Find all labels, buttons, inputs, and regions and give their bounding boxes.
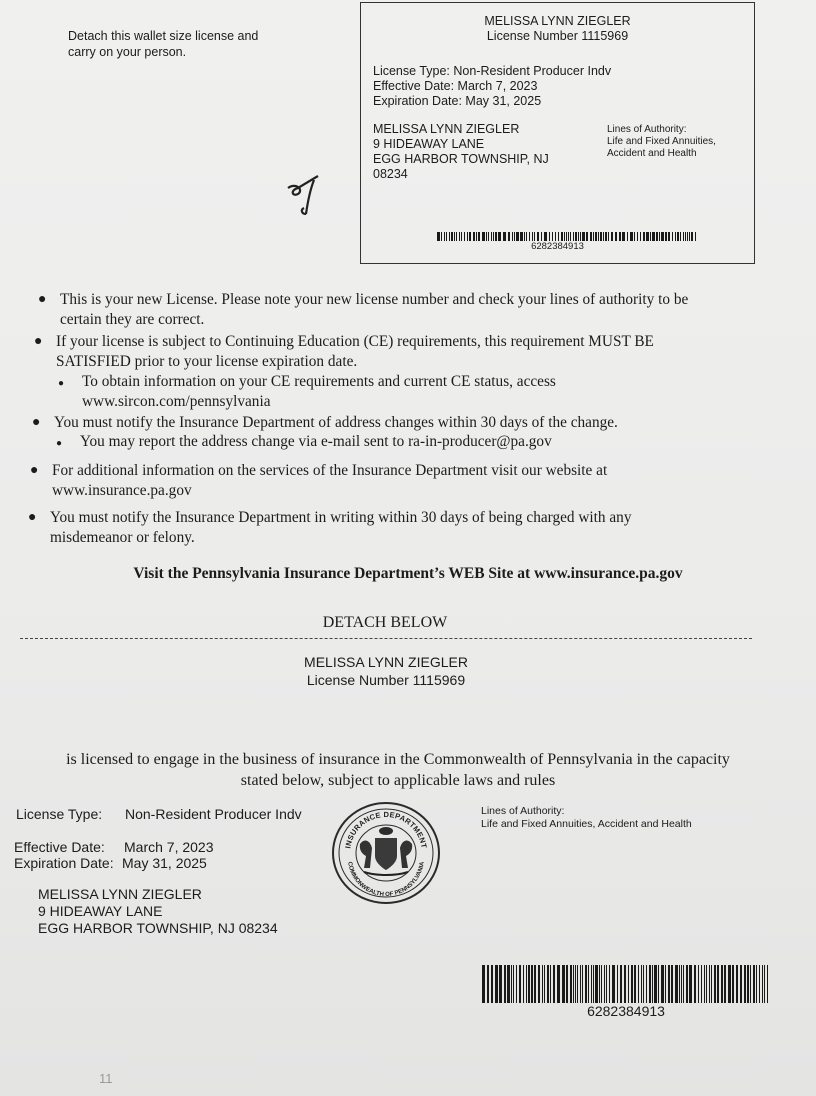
barcode-bar <box>728 965 731 1003</box>
barcode-bar <box>750 965 751 1003</box>
wallet-expiration-date: Expiration Date: May 31, 2025 <box>373 94 542 108</box>
barcode-bar <box>473 232 475 241</box>
barcode-bar <box>694 965 696 1003</box>
barcode-bar <box>449 232 450 241</box>
cert-license-type-label: License Type: <box>16 806 103 822</box>
barcode-bar <box>570 965 572 1003</box>
barcode-bar <box>478 232 480 241</box>
barcode-bar <box>744 965 746 1003</box>
barcode-bar <box>538 965 540 1003</box>
barcode-bar <box>689 965 692 1003</box>
barcode-bar <box>689 232 690 241</box>
barcode-bar <box>495 965 498 1003</box>
barcode-bar <box>444 232 445 241</box>
barcode-bar <box>566 232 567 241</box>
barcode-bar <box>507 965 510 1003</box>
barcode-bar <box>558 232 559 241</box>
cert-statement-line2: stated below, subject to applicable laws and rules <box>240 772 556 789</box>
barcode-bar <box>547 965 549 1003</box>
barcode-bar <box>582 965 583 1003</box>
barcode-bar <box>495 232 497 241</box>
cert-loa-label: Lines of Authority: <box>481 805 565 817</box>
cert-loa-value: Life and Fixed Annuities, Accident and Health <box>481 818 692 830</box>
barcode-bar <box>578 232 579 241</box>
barcode-bar <box>512 232 513 241</box>
notice-5-line1: You must notify the Insurance Department in writing within 30 days of being charged with any <box>50 509 632 526</box>
barcode-bar <box>553 965 555 1003</box>
barcode-bar <box>619 232 621 241</box>
cert-barcode-number: 6282384913 <box>587 1003 665 1019</box>
notice-4-line2: www.insurance.pa.gov <box>52 482 192 499</box>
barcode-bar <box>593 965 594 1003</box>
barcode-bar <box>680 232 681 241</box>
barcode-bar <box>637 232 638 241</box>
barcode-bar <box>446 232 447 241</box>
barcode-bar <box>709 965 710 1003</box>
barcode-bar <box>668 232 670 241</box>
barcode-bar <box>593 232 594 241</box>
wallet-license-type: License Type: Non-Resident Producer Indv <box>373 64 612 78</box>
detach-label: DETACH BELOW <box>322 614 448 631</box>
barcode-bar <box>595 965 598 1003</box>
barcode-bar <box>603 232 604 241</box>
notice-3-line1: You must notify the Insurance Department of address changes within 30 days of the change. <box>54 414 618 431</box>
barcode-bar <box>599 965 600 1003</box>
cert-expiration-label: Expiration Date: <box>14 855 114 871</box>
wallet-barcode <box>437 232 699 241</box>
cert-address-city: EGG HARBOR TOWNSHIP, NJ 08234 <box>38 920 278 936</box>
barcode-bar <box>482 232 485 241</box>
barcode-bar <box>575 232 577 241</box>
wallet-barcode-number: 6282384913 <box>531 241 584 252</box>
wallet-loa-label: Lines of Authority: <box>607 124 687 135</box>
barcode-bar <box>675 232 676 241</box>
barcode-bar <box>469 232 471 241</box>
barcode-bar <box>461 232 462 241</box>
wallet-instruction-line1: Detach this wallet size license and <box>68 29 259 43</box>
barcode-bar <box>601 965 602 1003</box>
notice-3-sub-line1: You may report the address change via e-mail sent to ra-in-producer@pa.gov <box>80 433 552 450</box>
svg-text:INSURANCE DEPARTMENT: INSURANCE DEPARTMENT <box>343 809 429 850</box>
barcode-bar <box>557 965 560 1003</box>
barcode-bar <box>747 965 749 1003</box>
notice-2-sub-line1: To obtain information on your CE requirements and current CE status, access <box>82 373 556 390</box>
cert-statement-line1: is licensed to engage in the business of insurance in the Commonwealth of Pennsylvania in the capacity <box>66 751 730 768</box>
notice-5-line2: misdemeanor or felony. <box>50 529 195 546</box>
wallet-address-zip: 08234 <box>373 167 408 181</box>
cert-barcode <box>482 965 770 1003</box>
barcode-bar <box>504 965 506 1003</box>
barcode-bar <box>634 232 635 241</box>
barcode-bar <box>675 965 678 1003</box>
barcode-bar <box>740 965 742 1003</box>
barcode-bar <box>764 965 765 1003</box>
barcode-bar <box>534 965 536 1003</box>
cert-license-type-value: Non-Resident Producer Indv <box>125 806 302 822</box>
barcode-bar <box>643 965 644 1003</box>
barcode-bar <box>691 232 693 241</box>
barcode-bar <box>459 232 460 241</box>
barcode-bar <box>649 965 651 1003</box>
barcode-bar <box>582 232 585 241</box>
barcode-bar <box>679 965 680 1003</box>
barcode-bar <box>552 232 553 241</box>
department-seal <box>330 800 442 906</box>
barcode-bar <box>534 232 535 241</box>
barcode-bar <box>654 965 657 1003</box>
barcode-bar <box>486 232 487 241</box>
svg-text:COMMONWEALTH OF PENNSYLVANIA: COMMONWEALTH OF PENNSYLVANIA <box>346 861 426 899</box>
wallet-effective-date: Effective Date: March 7, 2023 <box>373 79 538 93</box>
wallet-address-city: EGG HARBOR TOWNSHIP, NJ <box>373 152 549 166</box>
barcode-bar <box>759 965 760 1003</box>
cert-expiration-value: May 31, 2025 <box>122 855 207 871</box>
barcode-bar <box>600 232 602 241</box>
notice-2-line2: SATISFIED prior to your license expiration date. <box>56 353 358 370</box>
visit-website-line: Visit the Pennsylvania Insurance Department’s WEB Site at www.insurance.pa.gov <box>133 565 683 582</box>
barcode-bar <box>640 232 641 241</box>
barcode-bar <box>714 965 716 1003</box>
barcode-bar <box>573 232 574 241</box>
barcode-bar <box>544 232 547 241</box>
barcode-bar <box>671 965 673 1003</box>
barcode-bar <box>491 965 493 1003</box>
barcode-bar <box>611 232 613 241</box>
barcode-bar <box>609 965 610 1003</box>
barcode-bar <box>482 965 485 1003</box>
barcode-bar <box>736 965 738 1003</box>
barcode-bar <box>451 232 453 241</box>
wallet-instruction-line2: carry on your person. <box>68 45 187 59</box>
wallet-loa-line2: Accident and Health <box>607 148 697 159</box>
barcode-bar <box>580 965 581 1003</box>
barcode-bar <box>456 232 457 241</box>
barcode-bar <box>659 232 660 241</box>
barcode-bar <box>683 232 684 241</box>
barcode-bar <box>549 232 550 241</box>
barcode-bar <box>488 232 489 241</box>
barcode-bar <box>717 965 719 1003</box>
barcode-bar <box>441 232 442 241</box>
barcode-bar <box>620 965 622 1003</box>
barcode-bar <box>516 232 519 241</box>
barcode-bar <box>498 232 501 241</box>
barcode-bar <box>566 965 568 1003</box>
barcode-bar <box>532 232 533 241</box>
barcode-bar <box>514 232 515 241</box>
barcode-bar <box>590 232 592 241</box>
barcode-bar <box>732 965 734 1003</box>
barcode-bar <box>503 232 506 241</box>
barcode-bar <box>661 232 664 241</box>
barcode-bar <box>695 232 696 241</box>
barcode-bar <box>612 965 615 1003</box>
barcode-bar <box>464 232 465 241</box>
barcode-bar <box>493 232 494 241</box>
barcode-bar <box>555 232 556 241</box>
barcode-bar <box>631 965 633 1003</box>
barcode-bar <box>711 965 712 1003</box>
barcode-bar <box>487 965 489 1003</box>
barcode-bar <box>624 965 626 1003</box>
barcode-bar <box>511 965 512 1003</box>
barcode-bar <box>585 965 587 1003</box>
barcode-bar <box>454 232 455 241</box>
barcode-bar <box>650 232 651 241</box>
barcode-bar <box>591 965 592 1003</box>
barcode-bar <box>634 965 636 1003</box>
barcode-bar <box>580 232 581 241</box>
barcode-bar <box>638 965 639 1003</box>
notice-1-line1: This is your new License. Please note your new license number and check your lines of authority to be <box>60 291 689 308</box>
barcode-bar <box>753 965 755 1003</box>
barcode-bar <box>701 965 702 1003</box>
barcode-bar <box>762 965 763 1003</box>
barcode-bar <box>608 232 609 241</box>
cert-statement <box>0 749 796 791</box>
barcode-bar <box>598 232 599 241</box>
wallet-license-number: License Number 1115969 <box>486 29 629 43</box>
barcode-bar <box>573 965 574 1003</box>
barcode-bar <box>561 232 563 241</box>
barcode-bar <box>550 965 551 1003</box>
barcode-bar <box>516 965 517 1003</box>
barcode-bar <box>698 965 699 1003</box>
barcode-bar <box>586 232 588 241</box>
barcode-bar <box>687 232 688 241</box>
barcode-bar <box>476 232 477 241</box>
barcode-bar <box>528 965 530 1003</box>
barcode-bar <box>562 965 565 1003</box>
barcode-bar <box>491 232 492 241</box>
notice-2-sub-line2: www.sircon.com/pennsylvania <box>82 393 271 410</box>
barcode-bar <box>767 965 768 1003</box>
scissors-icon <box>284 170 334 218</box>
barcode-bar <box>646 965 647 1003</box>
barcode-bar <box>568 232 569 241</box>
barcode-bar <box>437 232 440 241</box>
cert-address-name: MELISSA LYNN ZIEGLER <box>38 886 202 902</box>
barcode-bar <box>652 232 655 241</box>
footer-mark: 11 <box>99 1071 113 1086</box>
barcode-bar <box>685 232 686 241</box>
barcode-bar <box>577 965 578 1003</box>
barcode-bar <box>641 965 642 1003</box>
barcode-bar <box>595 232 597 241</box>
barcode-bar <box>542 965 543 1003</box>
barcode-bar <box>628 965 629 1003</box>
cert-name: MELISSA LYNN ZIEGLER <box>304 654 468 670</box>
barcode-bar <box>564 232 565 241</box>
barcode-bar <box>544 965 545 1003</box>
barcode-bar <box>526 232 527 241</box>
barcode-bar <box>622 232 625 241</box>
barcode-bar <box>617 965 618 1003</box>
wallet-address-name: MELISSA LYNN ZIEGLER <box>373 122 520 136</box>
barcode-bar <box>575 965 576 1003</box>
notice-1-line2: certain they are correct. <box>60 311 205 328</box>
barcode-bar <box>605 232 607 241</box>
barcode-bar <box>683 965 684 1003</box>
barcode-bar <box>668 965 670 1003</box>
barcode-bar <box>588 965 589 1003</box>
barcode-bar <box>677 232 679 241</box>
barcode-bar <box>686 965 688 1003</box>
barcode-bar <box>672 232 673 241</box>
barcode-bar <box>615 232 617 241</box>
barcode-bar <box>630 232 633 241</box>
barcode-bar <box>721 965 723 1003</box>
barcode-bar <box>706 965 707 1003</box>
wallet-instruction <box>68 28 298 60</box>
barcode-bar <box>529 232 530 241</box>
barcode-bar <box>606 965 607 1003</box>
barcode-bar <box>526 965 527 1003</box>
notice-2-line1: If your license is subject to Continuing Education (CE) requirements, this requirement MUST BE <box>56 333 654 350</box>
barcode-bar <box>681 965 682 1003</box>
barcode-bar <box>513 965 514 1003</box>
notice-4-line1: For additional information on the services of the Insurance Department visit our website at <box>52 462 608 479</box>
wallet-card <box>360 2 755 264</box>
barcode-bar <box>646 232 649 241</box>
barcode-bar <box>724 965 726 1003</box>
barcode-bar <box>467 232 468 241</box>
detach-line <box>20 638 752 639</box>
barcode-bar <box>665 965 666 1003</box>
wallet-name: MELISSA LYNN ZIEGLER <box>484 14 631 28</box>
barcode-bar <box>704 965 705 1003</box>
barcode-bar <box>531 965 533 1003</box>
barcode-bar <box>627 232 628 241</box>
barcode-bar <box>523 965 524 1003</box>
barcode-bar <box>665 232 667 241</box>
barcode-bar <box>520 232 523 241</box>
cert-address-street: 9 HIDEAWAY LANE <box>38 903 163 919</box>
cert-effective-label: Effective Date: <box>14 839 105 855</box>
barcode-bar <box>519 965 521 1003</box>
barcode-bar <box>499 965 502 1003</box>
wallet-address-street: 9 HIDEAWAY LANE <box>373 137 485 151</box>
barcode-bar <box>508 232 510 241</box>
barcode-bar <box>524 232 525 241</box>
barcode-bar <box>656 232 658 241</box>
barcode-bar <box>661 965 664 1003</box>
barcode-bar <box>658 965 659 1003</box>
barcode-bar <box>537 232 539 241</box>
barcode-bar <box>652 965 653 1003</box>
cert-license-number: License Number 1115969 <box>306 672 466 688</box>
barcode-bar <box>570 232 571 241</box>
barcode-bar <box>604 965 605 1003</box>
wallet-loa-line1: Life and Fixed Annuities, <box>607 136 716 147</box>
barcode-bar <box>541 232 542 241</box>
barcode-bar <box>643 232 645 241</box>
cert-effective-value: March 7, 2023 <box>124 839 214 855</box>
barcode-bar <box>756 965 757 1003</box>
